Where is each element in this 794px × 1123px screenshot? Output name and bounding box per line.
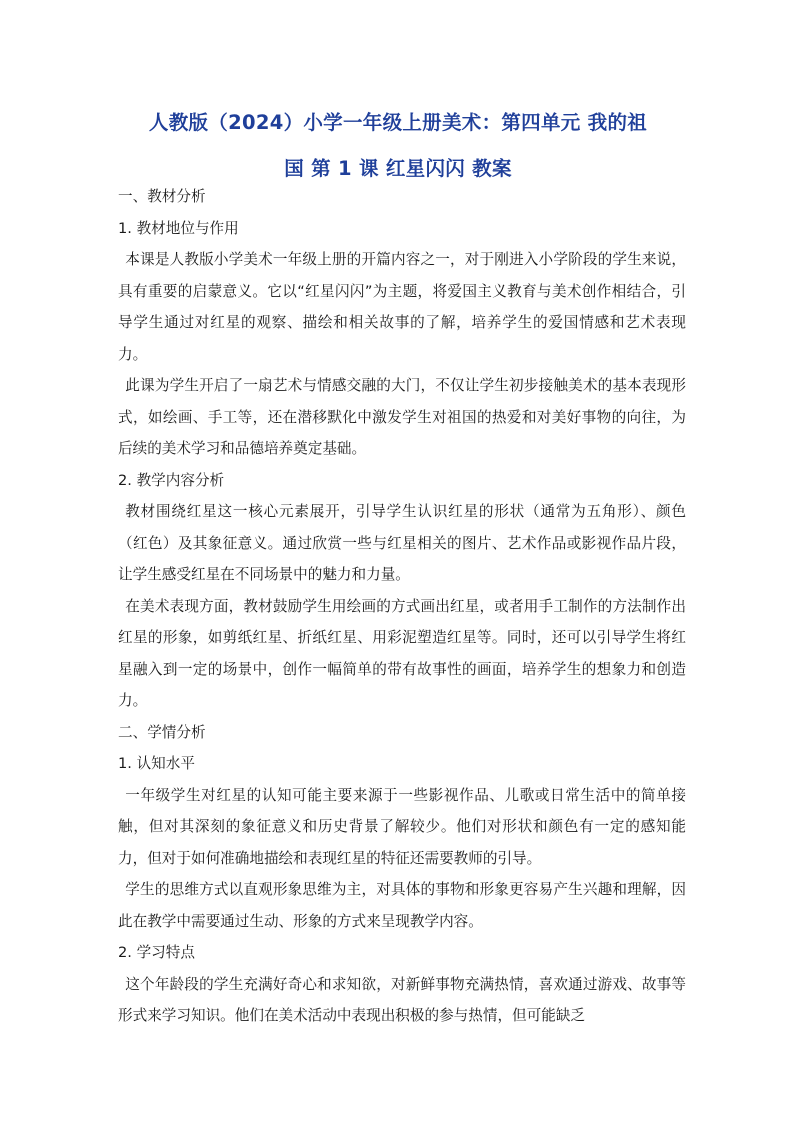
subsection-heading-2-2: 2. 学习特点 (118, 944, 195, 961)
document-title (118, 100, 678, 192)
document-body (118, 181, 686, 1032)
paragraph: 本课是人教版小学美术一年级上册的开篇内容之一，对于刚进入小学阶段的学生来说，具有重要的启蒙意义。它以“红星闪闪”为主题，将爱国主义教育与美术创作相结合，引导学生通过对红星的观察、描绘和相关故事的了解，培养学生的爱国情感和艺术表现力。 (118, 251, 686, 363)
paragraph: 学生的思维方式以直观形象思维为主，对具体的事物和形象更容易产生兴趣和理解，因此在教学中需要通过生动、形象的方式来呈现教学内容。 (118, 881, 686, 930)
section-heading-2: 二、学情分析 (118, 723, 206, 741)
paragraph: 这个年龄段的学生充满好奇心和求知欲，对新鲜事物充满热情，喜欢通过游戏、故事等形式来学习知识。他们在美术活动中表现出积极的参与热情，但可能缺乏 (118, 975, 686, 1024)
section-heading-1: 一、教材分析 (118, 188, 206, 205)
subsection-heading-1-1: 1. 教材地位与作用 (118, 219, 239, 237)
title-line-2: 国 第 1 课 红星闪闪 教案 (284, 157, 512, 180)
title-line-1: 人教版（2024）小学一年级上册美术：第四单元 我的祖 (148, 111, 648, 134)
subsection-heading-2-1: 1. 认知水平 (118, 755, 195, 772)
paragraph: 在美术表现方面，教材鼓励学生用绘画的方式画出红星，或者用手工制作的方法制作出红星的形象，如剪纸红星、折纸红星、用彩泥塑造红星等。同时，还可以引导学生将红星融入到一定的场景中，创作一幅简单的带有故事性的画面，培养学生的想象力和创造力。 (118, 597, 686, 709)
subsection-heading-1-2: 2. 教学内容分析 (118, 471, 225, 489)
paragraph: 教材围绕红星这一核心元素展开，引导学生认识红星的形状（通常为五角形）、颜色（红色）及其象征意义。通过欣赏一些与红星相关的图片、艺术作品或影视作品片段，让学生感受红星在不同场景中的魅力和力量。 (118, 503, 686, 583)
paragraph: 一年级学生对红星的认知可能主要来源于一些影视作品、儿歌或日常生活中的简单接触，但对其深刻的象征意义和历史背景了解较少。他们对形状和颜色有一定的感知能力，但对于如何准确地描绘和表现红星的特征还需要教师的引导。 (118, 786, 686, 867)
paragraph: 此课为学生开启了一扇艺术与情感交融的大门，不仅让学生初步接触美术的基本表现形式，如绘画、手工等，还在潜移默化中激发学生对祖国的热爱和对美好事物的向往，为后续的美术学习和品德培养奠定基础。 (118, 377, 686, 457)
